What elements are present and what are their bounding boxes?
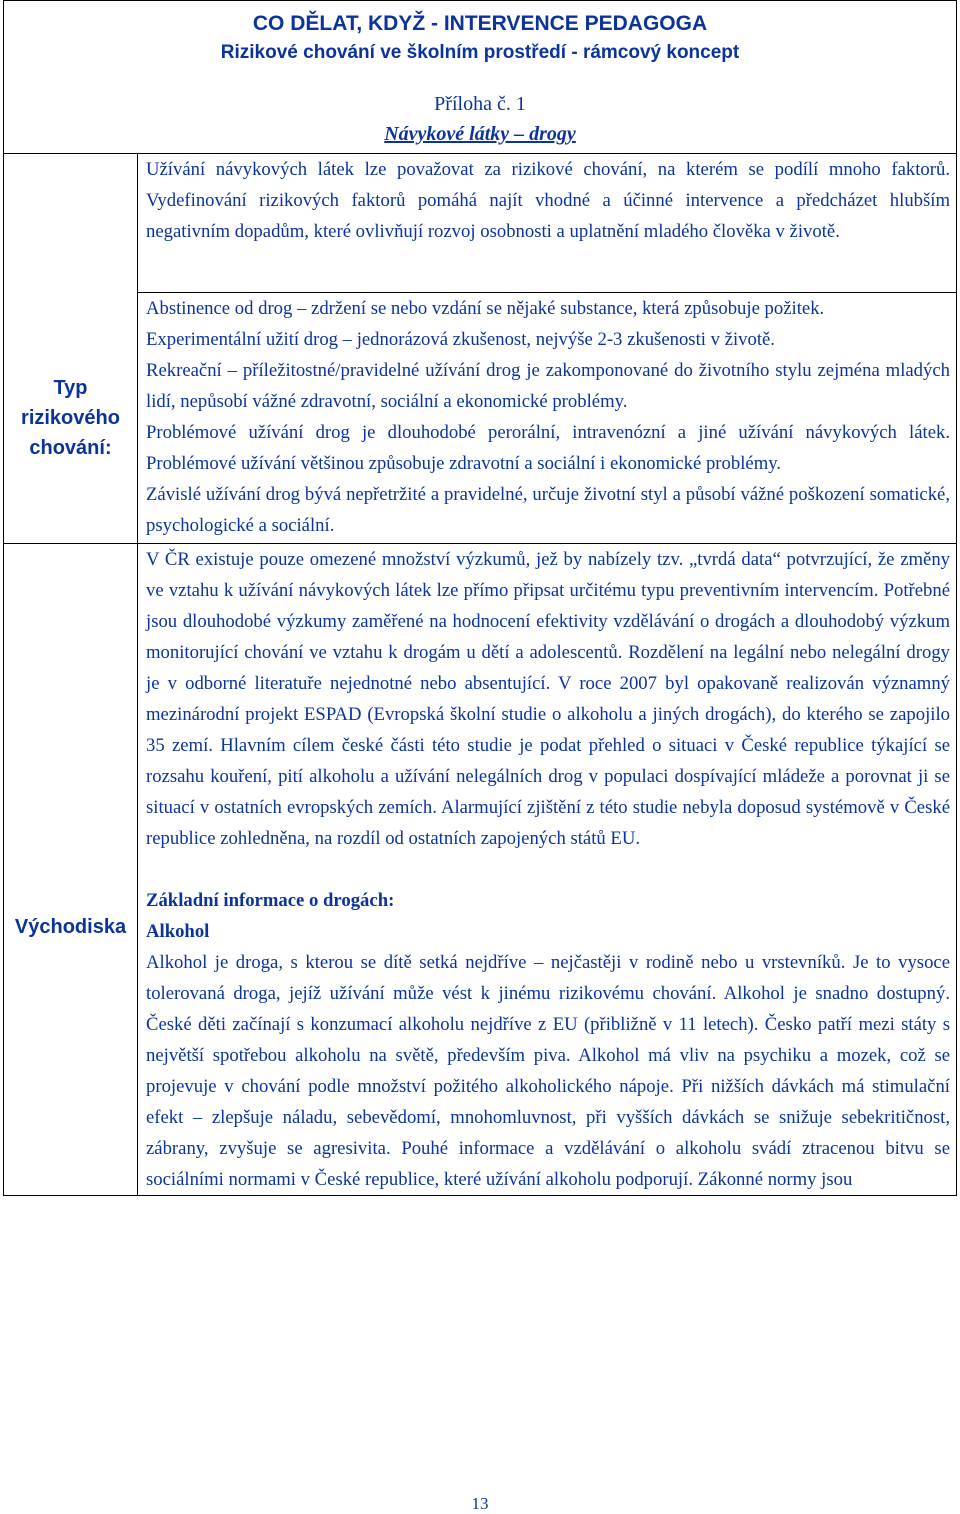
content-table bbox=[3, 0, 957, 1196]
type-recreational: Rekreační – příležitostné/pravidelné užívání drog je zakomponované do životního stylu zejména mladých lidí, nepůsobí vážné zdravotní, sociální a ekonomické problémy. bbox=[146, 360, 951, 412]
basic-info-heading: Základní informace o drogách: bbox=[146, 890, 395, 911]
type-experimental: Experimentální užití drog – jednorázová zkušenost, nejvýše 2-3 zkušenosti v životě. bbox=[146, 329, 775, 350]
types-row bbox=[4, 293, 957, 544]
intro-row bbox=[4, 154, 957, 293]
page-number: 13 bbox=[471, 1494, 489, 1513]
intro-label-cell bbox=[4, 154, 138, 293]
topic-heading: Návykové látky – drogy bbox=[384, 123, 576, 145]
document-title: CO DĚLAT, KDYŽ - INTERVENCE PEDAGOGA bbox=[252, 12, 708, 35]
background-cell bbox=[138, 544, 957, 1196]
type-abstinence: Abstinence od drog – zdržení se nebo vzdání se nějaké substance, která způsobuje požitek. bbox=[146, 298, 825, 319]
types-label-line2: rizikového bbox=[21, 406, 120, 429]
types-label-line3: chování: bbox=[29, 436, 112, 459]
background-label-cell bbox=[4, 544, 138, 1196]
types-label-cell bbox=[4, 293, 138, 544]
document-page bbox=[3, 0, 956, 1196]
type-problematic: Problémové užívání drog je dlouhodobé perorální, intravenózní a jiné užívání návykových látek. Problémové užívání většinou způsobuje zdravotní a sociální i ekonomické problémy. bbox=[146, 422, 951, 474]
header-cell bbox=[4, 1, 957, 154]
background-paragraph: V ČR existuje pouze omezené množství výzkumů, jež by nabízely tzv. „tvrdá data“ potvrzující, že změny ve vztahu k užívání návykových látek lze přímo připsat určitému typu preventivním intervencím. Potřebné jsou dlouhodobé výzkumy zaměřené na hodnocení efektivity vzdělávání o drogách a dlouhodobý výzkum monitorující chování ve vztahu k drogám u dětí a adolescentů. Rozdělení na legální nebo nelegální drogy je v odborné literatuře nejednotné nebo absentující. V roce 2007 byl opakovaně realizován významný mezinárodní projekt ESPAD (Evropská školní studie o alkoholu a jiných drogách), do kterého se zapojilo 35 zemí. Hlavním cílem české části této studie je podat přehled o situaci v České republice týkající se rozsahu kouření, pití alkoholu a užívání nelegálních drog v populaci dospívající mládeže a porovnat ji se situací v ostatních evropských zemích. Alarmující zjištění z této studie nebyla doposud systémově v České republice zohledněna, na rozdíl od ostatních zapojených států EU. bbox=[146, 549, 951, 849]
intro-cell bbox=[138, 154, 957, 293]
background-row bbox=[4, 544, 957, 1196]
appendix-label: Příloha č. 1 bbox=[434, 93, 526, 115]
intro-text: Užívání návykových látek lze považovat za rizikové chování, na kterém se podílí mnoho faktorů. Vydefinování rizikových faktorů pomáhá najít vhodné a účinné intervence a předcházet hlubším negativním dopadům, které ovlivňují rozvoj osobnosti a uplatnění mladého člověka v životě. bbox=[146, 159, 951, 242]
background-label: Východiska bbox=[14, 916, 127, 938]
header-row bbox=[4, 1, 957, 154]
types-cell bbox=[138, 293, 957, 544]
alcohol-text: Alkohol je droga, s kterou se dítě setká nejdříve – nejčastěji v rodině nebo u vrstevníků. Je to vysoce tolerovaná droga, jejíž užívání může vést k jinému rizikovému chování. Alkohol je snadno dostupný. České děti začínají s konzumací alkoholu nejdříve z EU (přibližně v 11 letech). Česko patří mezi státy s největší spotřebou alkoholu na světě, především piva. Alkohol má vliv na psychiku a mozek, což se projevuje v chování podle množství požitého alkoholického nápoje. Při nižších dávkách má stimulační efekt – zlepšuje náladu, sebevědomí, mnohomluvnost, při vyšších dávkách se snižuje sebekritičnost, zábrany, zvyšuje se agresivita. Pouhé informace a vzdělávání o alkoholu svádí ztracenou bitvu se sociálními normami v České republice, které užívání alkoholu podporují. Zákonné normy jsou bbox=[146, 952, 951, 1190]
type-dependent: Závislé užívání drog bývá nepřetržité a pravidelné, určuje životní styl a působí vážné poškození somatické, psychologické a sociální. bbox=[146, 484, 951, 536]
types-label-line1: Typ bbox=[53, 376, 88, 399]
alcohol-heading: Alkohol bbox=[146, 921, 210, 942]
document-subtitle: Rizikové chování ve školním prostředí - rámcový koncept bbox=[220, 42, 740, 63]
